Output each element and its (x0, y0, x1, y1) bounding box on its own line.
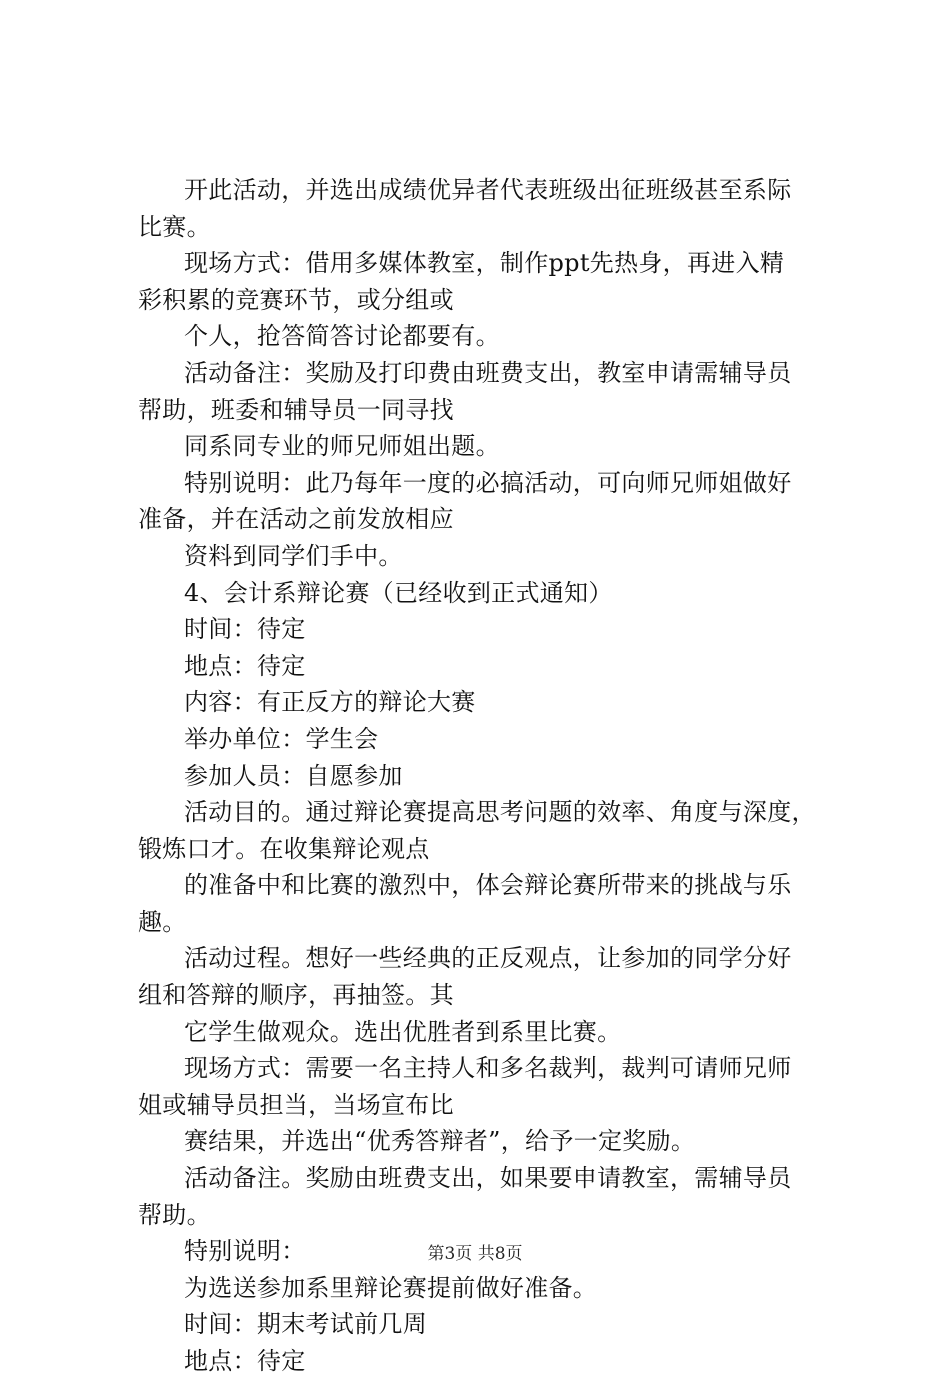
text-line: 趣。 (138, 907, 187, 936)
text-line: 锻炼口才。在收集辩论观点 (138, 834, 430, 863)
text-line: 开此活动，并选出成绩优异者代表班级出征班级甚至系际 (184, 176, 792, 204)
text-line: 同系同专业的师兄师姐出题。 (184, 432, 500, 461)
text-line: 活动过程。想好一些经典的正反观点，让参加的同学分好 (184, 944, 792, 973)
text-line: 现场方式：需要一名主持人和多名裁判，裁判可请师兄师 (184, 1054, 792, 1083)
section-heading: 4、会计系辩论赛（已经收到正式通知） (184, 578, 613, 607)
text-line: 现场方式：借用多媒体教室，制作ppt先热身，再进入精 (184, 249, 785, 278)
text-line: 活动目的。通过辩论赛提高思考问题的效率、角度与深度， (184, 798, 816, 827)
text-line: 彩积累的竞赛环节，或分组或 (138, 285, 454, 314)
page-footer: 第3页 共8页 (427, 1244, 523, 1264)
text-line: 个人，抢答简答讨论都要有。 (184, 322, 500, 351)
text-line: 内容：有正反方的辩论大赛 (184, 688, 476, 717)
text-line: 举办单位：学生会 (184, 724, 379, 753)
text-line: 特别说明： (184, 1237, 306, 1266)
text-line: 姐或辅导员担当，当场宣布比 (138, 1090, 454, 1119)
document-body (138, 172, 838, 1380)
text-line: 赛结果，并选出“优秀答辩者”，给予一定奖励。 (184, 1127, 696, 1156)
text-line: 时间：期末考试前几周 (184, 1310, 427, 1339)
text-line: 准备，并在活动之前发放相应 (138, 505, 454, 534)
text-line: 组和答辩的顺序，再抽签。其 (138, 981, 454, 1010)
text-line: 地点：待定 (184, 651, 306, 680)
text-line: 比赛。 (138, 212, 211, 241)
text-line: 为选送参加系里辩论赛提前做好准备。 (184, 1273, 598, 1302)
text-line: 活动备注。奖励由班费支出，如果要申请教室，需辅导员 (184, 1164, 792, 1193)
text-line: 它学生做观众。选出优胜者到系里比赛。 (184, 1017, 622, 1046)
text-line: 时间：待定 (184, 615, 306, 644)
text-line: 活动备注：奖励及打印费由班费支出，教室申请需辅导员 (184, 358, 792, 387)
text-line: 特别说明：此乃每年一度的必搞活动，可向师兄师姐做好 (184, 468, 792, 497)
text-line: 帮助。 (138, 1200, 211, 1229)
text-line: 参加人员：自愿参加 (184, 761, 403, 790)
text-line: 的准备中和比赛的激烈中，体会辩论赛所带来的挑战与乐 (184, 871, 792, 900)
text-line: 帮助，班委和辅导员一同寻找 (138, 395, 454, 424)
text-line: 地点：待定 (184, 1347, 306, 1375)
text-line: 资料到同学们手中。 (184, 541, 403, 570)
